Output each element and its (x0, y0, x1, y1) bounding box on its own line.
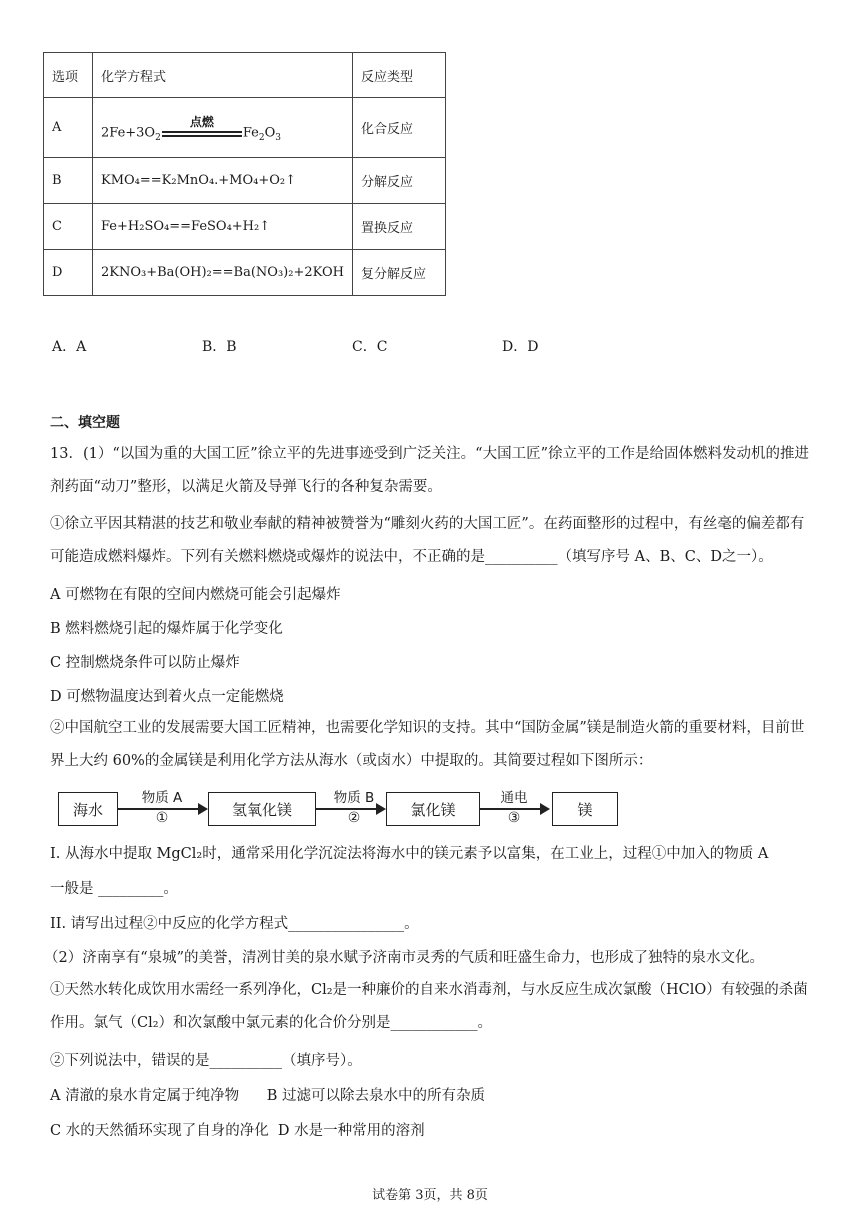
table-header-row (44, 53, 446, 98)
page-footer: 试卷第 3页，共 8页 (372, 1188, 488, 1203)
equation-text: O (264, 124, 276, 140)
section-title: 二、填空题 (50, 415, 120, 431)
option-cell: A (44, 98, 93, 158)
equation-sub: 2 (155, 132, 161, 143)
equation-sub: 3 (275, 132, 281, 143)
equation-text: 2Fe+3O (101, 124, 156, 140)
equation-sub: 2 (258, 132, 265, 143)
flow-box-mgcl2: 氯化镁 (386, 792, 480, 826)
flow-box-mg: 镁 (552, 792, 618, 826)
option-cell: D (44, 250, 93, 296)
q13-part2-q2: ②下列说法中，错误的是__________（填序号）。 (50, 1053, 362, 1069)
reaction-condition (162, 113, 242, 143)
q13-part1-q2: ②中国航空工业的发展需要大国工匠精神，也需要化学知识的支持。其中“国防金属”镁是制造火箭的重要材料，目前世界上大约 60%的金属镁是利用化学方法从海水（或卤水）中提取的。其简要过程如下图所示： (50, 720, 805, 769)
option-b: B 燃料燃烧引起的爆炸属于化学变化 (50, 621, 283, 637)
equation-cell (93, 98, 353, 158)
question-ii: II. 请写出过程②中反应的化学方程式________________。 (50, 916, 419, 932)
table-header-cell: 选项 (44, 53, 93, 98)
arrow-step-3: ③ (507, 810, 521, 826)
table-header-cell: 反应类型 (352, 53, 445, 98)
choice-b[interactable]: B．B (202, 339, 237, 355)
table-header-cell: 化学方程式 (93, 53, 353, 98)
option-cell: B (44, 158, 93, 204)
question-i-line1: I. 从海水中提取 MgCl₂时，通常采用化学沉淀法将海水中的镁元素予以富集，在工业上，过程①中加入的物质 A (50, 846, 769, 862)
equation-text: Fe (242, 124, 259, 140)
q13-part1-q1: ①徐立平因其精湛的技艺和敬业奉献的精神被赞誉为“雕刻火药的大国工匠”。在药面整形的过程中，有丝毫的偏差都有可能造成燃料爆炸。下列有关燃料燃烧或爆炸的说法中，不正确的是__________（填写序号 A、B、C、D之一）。 (50, 516, 805, 565)
flow-box-seawater: 海水 (58, 792, 118, 826)
choice-a[interactable]: A．A (52, 339, 87, 355)
option-a: A 可燃物在有限的空间内燃烧可能会引起爆炸 (50, 587, 341, 603)
equation-cell: 2KNO₃+Ba(OH)₂==Ba(NO₃)₂+2KOH (93, 250, 353, 296)
equation-cell: Fe+H₂SO₄==FeSO₄+H₂↑ (93, 204, 353, 250)
arrow-head-1 (198, 803, 208, 815)
q13-part2-intro: （2）济南享有“泉城”的美誉，清冽甘美的泉水赋予济南市灵秀的气质和旺盛生命力，也形成了独特的泉水文化。 (44, 950, 765, 966)
arrow-step-1: ① (155, 810, 169, 826)
question-i-line2: 一般是 _________。 (50, 881, 178, 897)
choice-d[interactable]: D．D (502, 339, 539, 355)
equation-cell: KMO₄==K₂MnO₄.+MO₄+O₂↑ (93, 158, 353, 204)
arrow-label-2: 物质 B (333, 790, 375, 806)
flow-box-mgoh2: 氢氧化镁 (208, 792, 316, 826)
reaction-table (43, 52, 446, 296)
type-cell: 置换反应 (352, 204, 445, 250)
type-cell: 化合反应 (352, 98, 445, 158)
option-c: C 控制燃烧条件可以防止爆炸 (50, 655, 240, 671)
arrow-label-1: 物质 A (141, 790, 183, 806)
table-row (44, 250, 446, 296)
option-d: D 可燃物温度达到着火点一定能燃烧 (50, 689, 284, 705)
arrow-step-2: ② (347, 810, 361, 826)
choice-c[interactable]: C．C (352, 339, 388, 355)
condition-label: 点燃 (189, 114, 214, 129)
arrow-label-3: 通电 (500, 790, 528, 806)
type-cell: 复分解反应 (352, 250, 445, 296)
q13-part2-q1: ①天然水转化成饮用水需经一系列净化，Cl₂是一种廉价的自来水消毒剂，与水反应生成次氯酸（HClO）有较强的杀菌作用。氯气（Cl₂）和次氯酸中氯元素的化合价分别是____________。 (50, 982, 808, 1031)
q13-part2-options-line2: C 水的天然循环实现了自身的净化 D 水是一种常用的溶剂 (50, 1123, 425, 1139)
q13-part2-options-line1: A 清澈的泉水肯定属于纯净物 B 过滤可以除去泉水中的所有杂质 (50, 1088, 485, 1104)
table-row (44, 158, 446, 204)
q13-intro: 13．(1）“以国为重的大国工匠”徐立平的先进事迹受到广泛关注。“大国工匠”徐立平的工作是给固体燃料发动机的推进剂药面“动刀”整形，以满足火箭及导弹飞行的各种复杂需要。 (50, 446, 809, 495)
option-cell: C (44, 204, 93, 250)
table-row (44, 204, 446, 250)
type-cell: 分解反应 (352, 158, 445, 204)
table-row (44, 98, 446, 158)
